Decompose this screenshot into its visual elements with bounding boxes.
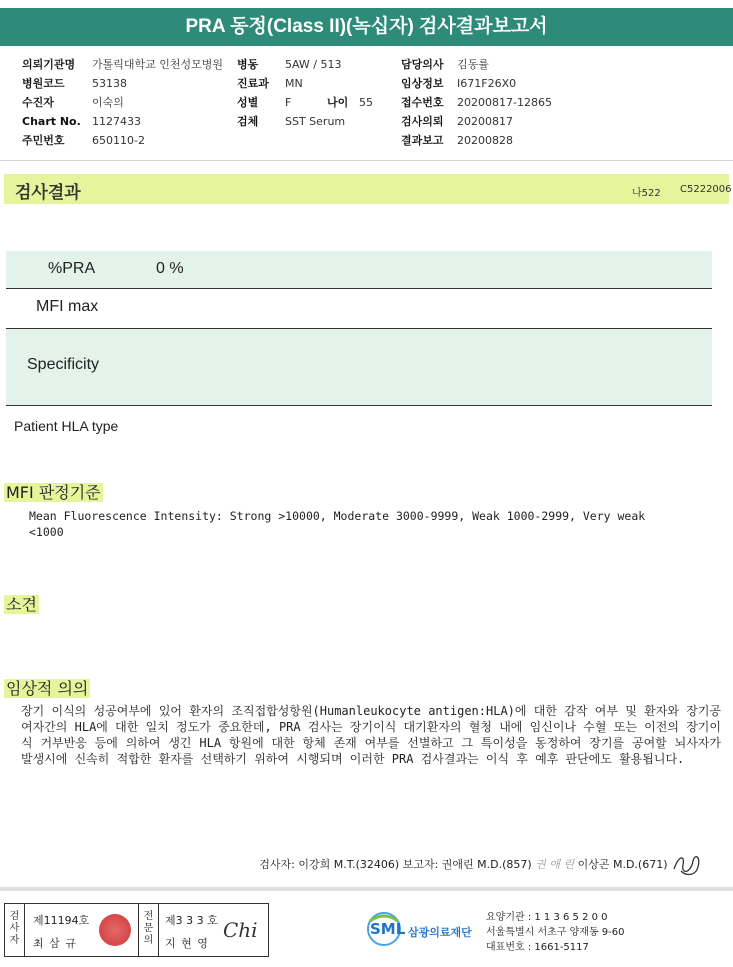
report-title: PRA 동정(Class II)(녹십자) 검사결과보고서 <box>0 8 733 46</box>
info-label: 담당의사 <box>401 58 444 71</box>
vertical-char: 검 <box>9 911 20 922</box>
mfi-criteria-text: Mean Fluorescence Intensity: Strong >10000, Moderate 3000-9999, Weak 1000-2999, Very weak <box>29 509 646 523</box>
info-label: 검체 <box>237 115 259 128</box>
result-banner <box>4 174 729 204</box>
signers-text: 검사자: 이강희 M.T.(32406) 보고자: 권애린 M.D.(857) <box>259 858 532 871</box>
specialist-name: 지 현 영 <box>165 937 209 950</box>
clinical-text: 장기 이식의 성공여부에 있어 환자의 조직접합성항원(Humanleukocyte antigen:HLA)에 대한 감작 여부 및 환자와 장기공여자간의 HLA에 대한 일치 정도가 중요한데, PRA 검사는 장기이식 대기환자의 혈청 내에 임신이나 수혈 또는 이전의 장기이식 거부반응 등에 의하여 생긴 HLA 항원에 대한 항체 존재 여부를 선별하고 그 특이성을 동정하여 장기를 공여할 뇌사자가 발생시에 신속히 적합한 환자를 선택하기 위하여 시행되며 이러한 PRA 검사결과는 이식 후 예후 판단에도 활용됩니다. <box>21 704 721 766</box>
info-value: 1127433 <box>92 115 141 128</box>
info-label: 결과보고 <box>401 134 444 147</box>
clinical-title: 임상적 의의 <box>6 679 89 698</box>
pra-value: 0 % <box>156 260 184 277</box>
info-label: 병원코드 <box>22 77 65 90</box>
info-label: Chart No. <box>22 115 81 128</box>
age-label: 나이 <box>327 96 349 109</box>
info-column-2 <box>237 55 397 131</box>
info-value: 20200828 <box>457 134 513 147</box>
info-label: 병동 <box>237 58 259 71</box>
pra-label: %PRA <box>48 260 96 277</box>
pra-row <box>6 251 712 288</box>
vertical-char: 의 <box>143 935 154 946</box>
info-label: 진료과 <box>237 77 269 90</box>
signature-mark: 권 애 린 <box>535 858 575 871</box>
signers-line <box>259 851 705 879</box>
info-value: 가톨릭대학교 인천성모병원 <box>92 58 224 71</box>
agency-code: 요양기관 : 1 1 3 6 5 2 0 0 <box>486 912 608 923</box>
result-code: 나522 <box>632 188 661 199</box>
patient-hla-label: Patient HLA type <box>14 418 119 434</box>
info-value: MN <box>285 77 303 90</box>
info-label: 검사의뢰 <box>401 115 444 128</box>
signature-icon <box>671 851 705 879</box>
examiner-vertical-label <box>5 904 25 956</box>
info-label: 의뢰기관명 <box>22 58 76 71</box>
vertical-char: 전 <box>143 911 154 922</box>
info-value: 20200817 <box>457 115 513 128</box>
mfi-criteria-title: MFI 판정기준 <box>6 483 101 502</box>
vertical-char: 자 <box>9 935 20 946</box>
phone: 대표번호 : 1661-5117 <box>486 942 589 953</box>
header-divider <box>0 160 733 161</box>
sml-logo-text: SML <box>370 920 406 938</box>
info-value: 650110-2 <box>92 134 145 147</box>
info-label: 접수번호 <box>401 96 444 109</box>
info-label: 성별 <box>237 96 259 109</box>
vertical-char: 문 <box>143 923 154 934</box>
signature-box <box>4 903 269 957</box>
specialist-vertical-label <box>139 904 159 956</box>
info-value: 20200817-12865 <box>457 96 552 109</box>
signers-text: 이상곤 M.D.(671) <box>577 858 668 871</box>
info-value: F <box>285 96 292 109</box>
vertical-char: 사 <box>9 923 20 934</box>
specificity-row <box>6 329 712 405</box>
license-number: 제3 3 3 호 <box>165 914 218 927</box>
info-value: I671F26X0 <box>457 77 517 90</box>
info-label: 수진자 <box>22 96 54 109</box>
result-code: C5222006 <box>680 184 732 195</box>
license-number: 제11194호 <box>33 914 90 927</box>
table-divider <box>6 405 712 406</box>
info-value: 53138 <box>92 77 127 90</box>
footer-contact <box>486 910 625 955</box>
examiner-name: 최 삼 규 <box>33 937 77 950</box>
info-value: 5AW / 513 <box>285 58 342 71</box>
foundation-name: 삼광의료재단 <box>408 926 472 939</box>
address: 서울특별시 서초구 양재동 9-60 <box>486 927 625 938</box>
info-value: 이숙의 <box>92 96 124 109</box>
opinion-title: 소견 <box>6 595 37 614</box>
seal-stamp <box>99 914 131 946</box>
result-section-title: 검사결과 <box>15 183 81 203</box>
mfi-max-label: MFI max <box>36 298 99 315</box>
info-label: 임상정보 <box>401 77 444 90</box>
info-label: 주민번호 <box>22 134 65 147</box>
mfi-criteria-text: <1000 <box>29 525 64 539</box>
info-column-3 <box>401 55 601 150</box>
info-column-1 <box>22 55 242 150</box>
info-value: 김동률 <box>457 58 489 71</box>
info-value: SST Serum <box>285 115 346 128</box>
age-value: 55 <box>359 96 373 109</box>
table-divider <box>6 288 712 289</box>
specificity-label: Specificity <box>27 356 100 373</box>
footer-divider <box>0 887 733 891</box>
specialist-signature: Chi <box>223 918 258 942</box>
